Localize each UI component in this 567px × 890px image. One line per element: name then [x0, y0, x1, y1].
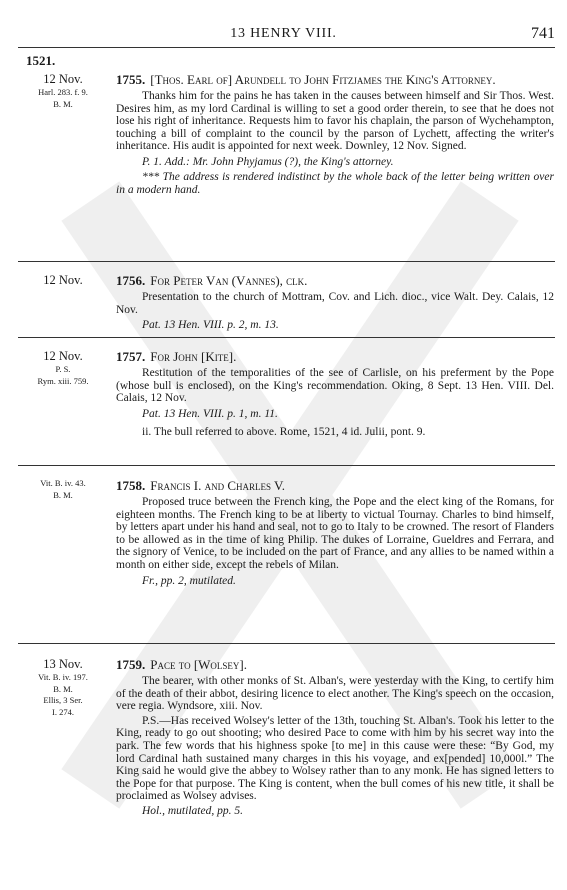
entry-body	[116, 349, 554, 438]
year-label: 1521.	[26, 53, 56, 68]
entry-reference: Pat. 13 Hen. VIII. p. 1, m. 11.	[142, 407, 278, 420]
entry-separator	[18, 465, 555, 466]
entry-number: 1758.	[116, 478, 146, 493]
entry-subitem: ii. The bull referred to above. Rome, 1521, 4 id. Julii, pont. 9.	[142, 425, 426, 438]
entry-reference: P. 1. Add.: Mr. John Phyjamus (?), the King's attorney.	[142, 155, 394, 168]
entry-number: 1757.	[116, 349, 146, 364]
entry-body	[116, 478, 554, 588]
header-rule	[18, 47, 555, 48]
entry-postscript: P.S.—Has received Wolsey's letter of the 13th, touching St. Alban's. Took his letter to the King, ready to go out shooting; who desired Pace to come with him by his secret way into the park. The few words that his highness spoke [to me] in this cause were these: “By God, my lord Cardinal hath sustained many charges in this his voyage, and ex[pended] 10,000l.” The King said he would give the abbey to Wolsey rather than to any monk. He has signed letters to the Pope for that purpose. The King is content, when the bull comes of his new title, it shall be proclaimed as Wolsey advises.	[116, 714, 554, 803]
entry-text: Thanks him for the pains he has taken in the causes between himself and Sir Thos. West. Desires him, as my lord Cardinal is willing to set a good order therein, to see that he does not lose his right of inheritance. Requests him to favor his chaplain, the parson of Wychehampton, touching a bill of complaint to the council by the parson of Lychett, affecting the writer's inheritance. His audit is appointed for next week. Downley, 12 Nov. Signed.	[116, 90, 554, 153]
entry-reference: Fr., pp. 2, mutilated.	[142, 574, 236, 587]
entry-source: Vit. B. iv. 43.	[40, 478, 86, 488]
entry-text: The bearer, with other monks of St. Alban's, were yesterday with the King, to certify him of the death of their abbot, desiring licence to elect another. The King's speech on the occasion, vere regia. Wyndsore, xiii. Nov.	[116, 675, 554, 713]
entry-note: *** The address is rendered indistinct by the whole back of the letter being written over in a modern hand.	[116, 170, 554, 196]
entry-reference: Hol., mutilated, pp. 5.	[142, 804, 243, 817]
entry-number: 1759.	[116, 657, 146, 672]
entry-source: Rym. xiii. 759.	[37, 375, 89, 386]
running-title: 13 HENRY VIII.	[230, 26, 337, 41]
entry-margin	[20, 478, 106, 501]
entry-body	[116, 72, 554, 196]
entry-margin	[20, 273, 106, 288]
entry-margin	[20, 72, 106, 110]
entry-heading: For Peter Van (Vannes), clk.	[150, 273, 308, 288]
entry-date: 12 Nov.	[43, 349, 83, 363]
entry-body	[116, 273, 554, 332]
entry-heading: [Thos. Earl of] Arundell to John Fitzjames the King's Attorney.	[150, 72, 496, 87]
entry-date: 12 Nov.	[43, 273, 83, 287]
entry-source: P. S.	[55, 364, 71, 374]
entry-source: B. M.	[53, 489, 73, 500]
entry-source: Vit. B. iv. 197.	[38, 672, 88, 682]
entry-text: Presentation to the church of Mottram, Cov. and Lich. dioc., vice Walt. Dey. Calais, 12 Nov.	[116, 291, 554, 316]
entry-margin	[20, 657, 106, 718]
entry-heading: For John [Kite].	[150, 349, 237, 364]
entry-date: 13 Nov.	[43, 657, 83, 671]
page-number: 741	[531, 25, 555, 42]
entry-reference: Pat. 13 Hen. VIII. p. 2, m. 13.	[142, 319, 279, 332]
entry-date: 12 Nov.	[43, 72, 83, 86]
entry-source: B. M.	[53, 98, 73, 109]
entry-source: Ellis, 3 Ser.	[43, 695, 83, 705]
entry-margin	[20, 349, 106, 387]
entry-separator	[18, 643, 555, 644]
entry-text: Restitution of the temporalities of the see of Carlisle, on his preferment by the Pope (whose bull is enclosed), on the King's recommendation. Oking, 8 Sept. 13 Hen. VIII. Del. Calais, 12 Nov.	[116, 367, 554, 405]
entry-text: Proposed truce between the French king, the Pope and the elect king of the Romans, for eighteen months. The French king to be at liberty to victual Tournay. Charles to bind himself, by letters apart under his hand and seal, not to go to Italy to be crowned. The resort of Flanders to be allowed as in the time of king Philip. The dukes of Lorraine, Gueldres and Ferrara, and the signory of Venice, to be included on the part of France, and any allies to be named within a month on either side, except the rebels of Milan.	[116, 496, 554, 571]
entry-number: 1755.	[116, 72, 146, 87]
entry-separator	[18, 337, 555, 338]
entry-source: B. M.	[53, 683, 73, 694]
entry-body	[116, 657, 554, 818]
entry-number: 1756.	[116, 273, 146, 288]
entry-heading: Francis I. and Charles V.	[150, 478, 285, 493]
entry-source: I. 274.	[52, 706, 74, 717]
entry-source: Harl. 283. f. 9.	[38, 87, 88, 97]
entry-separator	[18, 261, 555, 262]
entry-heading: Pace to [Wolsey].	[150, 657, 247, 672]
